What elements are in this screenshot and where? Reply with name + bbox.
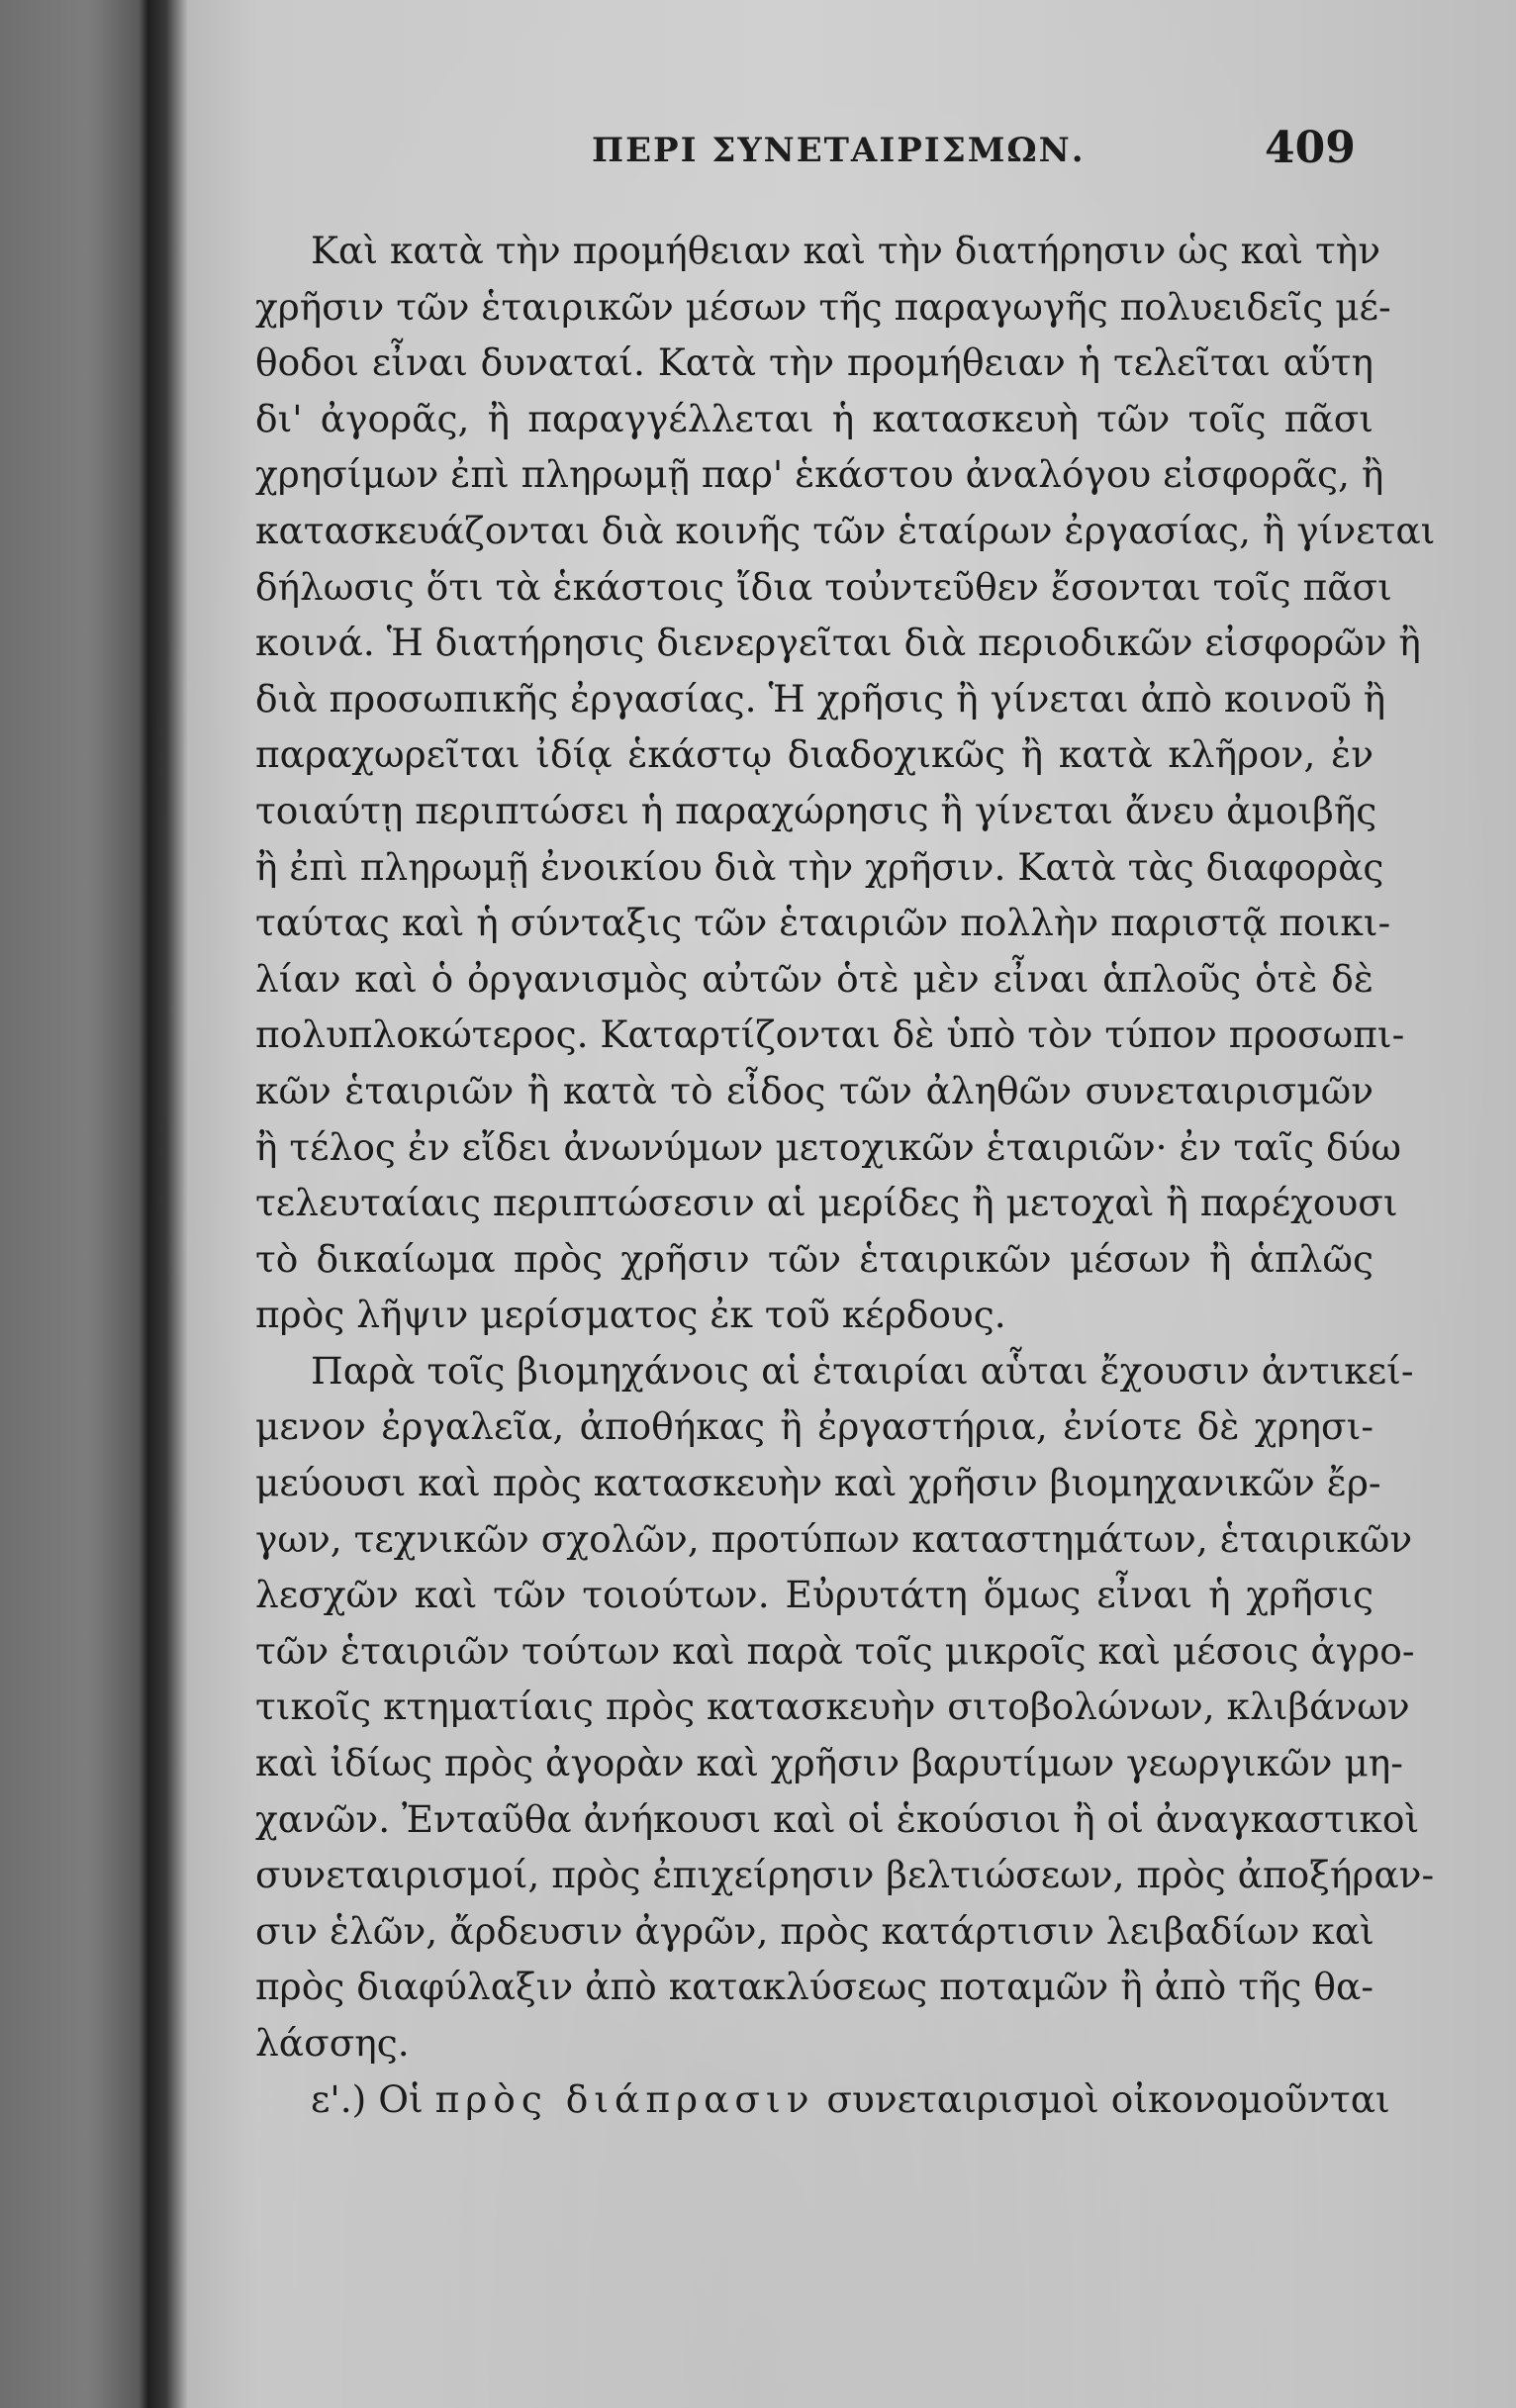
text-line: κατασκευάζονται διὰ κοινῆς τῶν ἑταίρων ἐργασίας, ἢ γίνεται: [255, 508, 1436, 552]
text-line: γων, τεχνικῶν σχολῶν, προτύπων καταστημάτων, ἑταιρικῶν: [255, 1516, 1413, 1561]
text-line: λάσσης.: [255, 2021, 410, 2065]
text-line: τελευταίαις περιπτώσεσιν αἱ μερίδες ἢ μετοχαὶ ἢ παρέχουσι: [255, 1181, 1398, 1225]
text-line: διὰ προσωπικῆς ἐργασίας. Ἡ χρῆσις ἢ γίνεται ἀπὸ κοινοῦ ἢ: [255, 676, 1386, 721]
text-line: κῶν ἑταιριῶν ἢ κατὰ τὸ εἶδος τῶν ἀληθῶν συνεταιρισμῶν: [255, 1068, 1374, 1112]
text-line: Παρὰ τοῖς βιομηχάνοις αἱ ἑταιρίαι αὗται ἔχουσιν ἀντικεί-: [311, 1348, 1414, 1393]
text-line: σιν ἑλῶν, ἄρδευσιν ἀγρῶν, πρὸς κατάρτισιν λειβαδίων καὶ: [255, 1908, 1374, 1953]
text-line: μενον ἐργαλεῖα, ἀποθήκας ἢ ἐργαστήρια, ἐνίοτε δὲ χρησι-: [255, 1404, 1374, 1449]
text-line: λεσχῶν καὶ τῶν τοιούτων. Εὐρυτάτη ὅμως εἶναι ἡ χρῆσις: [255, 1573, 1374, 1617]
text-line: πολυπλοκώτερος. Καταρτίζονται δὲ ὑπὸ τὸν τύπον προσωπι-: [255, 1012, 1405, 1057]
text-line: τικοῖς κτηματίαις πρὸς κατασκευὴν σιτοβολώνων, κλιβάνων: [255, 1685, 1410, 1729]
text-line: μεύουσι καὶ πρὸς κατασκευὴν καὶ χρῆσιν βιομηχανικῶν ἔρ-: [255, 1461, 1381, 1505]
text-line: ἢ ἐπὶ πληρωμῇ ἐνοικίου διὰ τὴν χρῆσιν. Κατὰ τὰς διαφορὰς: [255, 844, 1384, 889]
text-line: τῶν ἑταιριῶν τούτων καὶ παρὰ τοῖς μικροῖς καὶ μέσοις ἀγρο-: [255, 1628, 1415, 1673]
section-rest-text: συνεταιρισμοὶ οἰκονομοῦνται: [826, 2076, 1390, 2121]
text-line: θοδοι εἶναι δυναταί. Κατὰ τὴν προμήθειαν ἡ τελεῖται αὕτη: [255, 340, 1374, 385]
text-line: πρὸς διαφύλαξιν ἀπὸ κατακλύσεως ποταμῶν ἢ ἀπὸ τῆς θα-: [255, 1965, 1374, 2009]
text-line: ἢ τέλος ἐν εἴδει ἀνωνύμων μετοχικῶν ἑταιριῶν· ἐν ταῖς δύω: [255, 1124, 1402, 1169]
text-line: τοιαύτῃ περιπτώσει ἡ παραχώρησις ἢ γίνεται ἄνευ ἀμοιβῆς: [255, 788, 1377, 832]
text-line: χρησίμων ἐπὶ πληρωμῇ παρ' ἑκάστου ἀναλόγου εἰσφορᾶς, ἢ: [255, 452, 1384, 497]
text-line: τὸ δικαίωμα πρὸς χρῆσιν τῶν ἑταιρικῶν μέσων ἢ ἁπλῶς: [255, 1236, 1374, 1281]
section-heading-line: [255, 2071, 1390, 2128]
body-text: [255, 223, 1436, 2127]
page-number: 409: [1265, 123, 1356, 173]
text-line: κοινά. Ἡ διατήρησις διενεργεῖται διὰ περιοδικῶν εἰσφορῶν ἢ: [255, 621, 1421, 665]
text-line: Καὶ κατὰ τὴν προμήθειαν καὶ τὴν διατήρησιν ὡς καὶ τὴν: [311, 229, 1381, 272]
running-head: ΠΕΡΙ ΣΥΝΕΤΑΙΡΙΣΜΩΝ.: [592, 131, 1086, 170]
text-line: λίαν καὶ ὁ ὀργανισμὸς αὐτῶν ὁτὲ μὲν εἶναι ἁπλοῦς ὁτὲ δὲ: [255, 956, 1374, 1001]
text-line: καὶ ἰδίως πρὸς ἀγορὰν καὶ χρῆσιν βαρυτίμων γεωργικῶν μη-: [255, 1741, 1403, 1785]
text-line: παραχωρεῖται ἰδίᾳ ἑκάστῳ διαδοχικῶς ἢ κατὰ κλῆρον, ἐν: [255, 732, 1374, 777]
text-line: δήλωσις ὅτι τὰ ἑκάστοις ἴδια τοὐντεῦθεν ἔσονται τοῖς πᾶσι: [255, 564, 1392, 609]
text-line: πρὸς λῆψιν μερίσματος ἐκ τοῦ κέρδους.: [255, 1293, 1006, 1337]
text-line: συνεταιρισμοί, πρὸς ἐπιχείρησιν βελτιώσεων, πρὸς ἀποξήραν-: [255, 1853, 1435, 1897]
section-label: ε'.) Οἱ: [311, 2076, 424, 2121]
text-line: ταύτας καὶ ἡ σύνταξις τῶν ἑταιριῶν πολλὴν παριστᾷ ποικι-: [255, 901, 1391, 945]
text-line: δι' ἀγορᾶς, ἢ παραγγέλλεται ἡ κατασκευὴ τῶν τοῖς πᾶσι: [255, 396, 1374, 440]
text-line: χρῆσιν τῶν ἑταιρικῶν μέσων τῆς παραγωγῆς πολυειδεῖς μέ-: [255, 284, 1391, 329]
section-spaced-text: πρὸς διάπρασιν: [434, 2076, 815, 2121]
page-header: [0, 117, 1516, 186]
text-line: χανῶν. Ἐνταῦθα ἀνήκουσι καὶ οἱ ἑκούσιοι ἢ οἱ ἀναγκαστικοὶ: [255, 1796, 1420, 1841]
